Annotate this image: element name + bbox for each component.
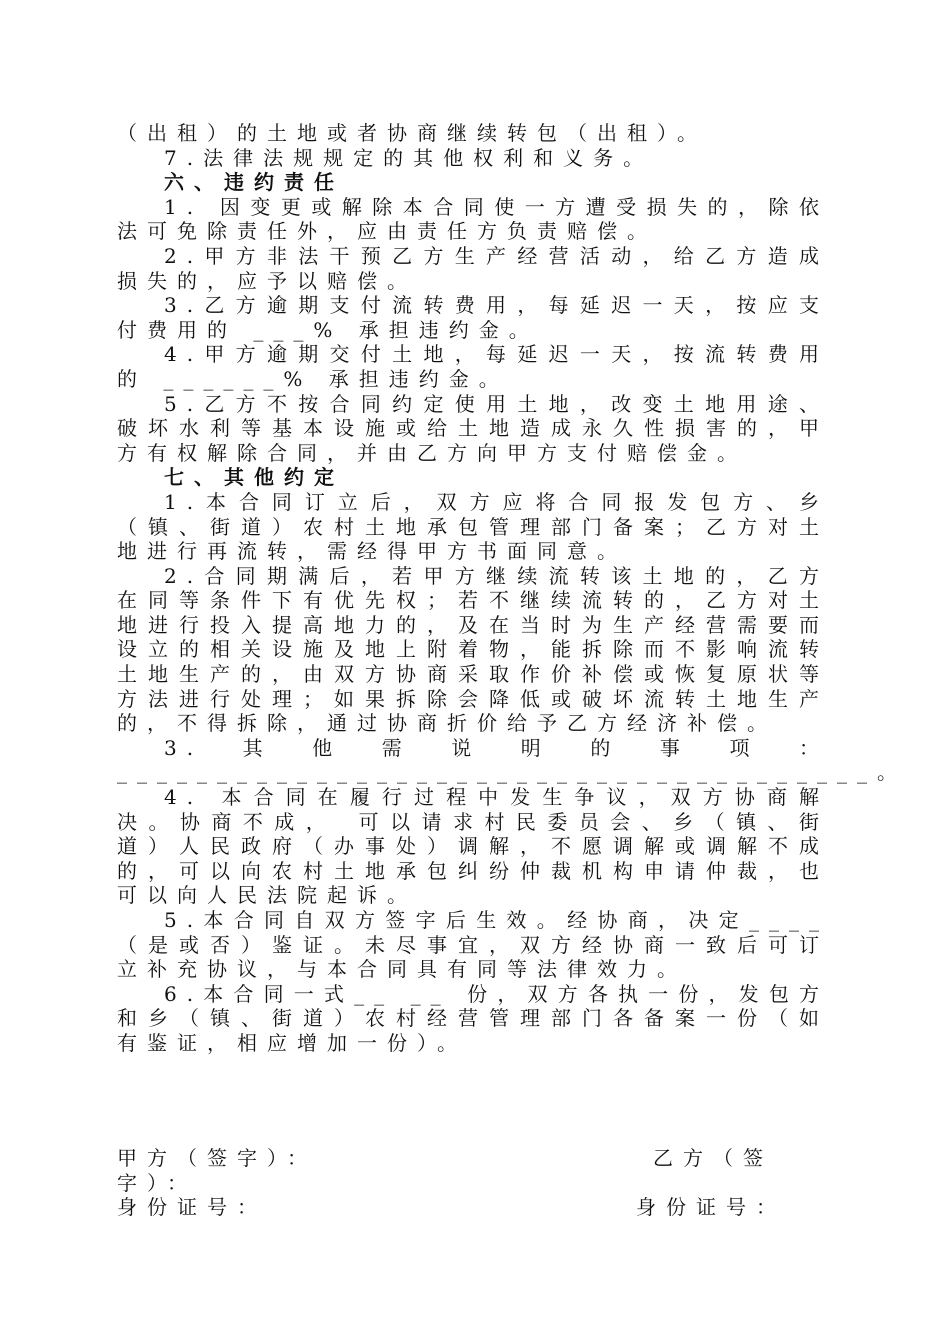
contract-body <box>117 121 907 1056</box>
clause-7-item-2: 2.合同期满后，若甲方继续流转该土地的，乙方在同等条件下有优先权；若不继续流转的，乙方对土地进行投入提高地力的，及在当时为生产经营需要而设立的相关设施及地上附着物，能拆除而不影响流转土地生产的，由双方协商采取作价补偿或恢复原状等方法进行处理；如果拆除会降低或破坏流转土地生产的，不得拆除，通过协商折价给予乙方经济补偿。 <box>117 563 829 736</box>
id-number-row <box>117 1195 829 1220</box>
party-a-id-label: 身份证号： <box>117 1195 267 1220</box>
continuation-line: （出租）的土地或者协商继续转包（出租）。 <box>117 121 707 145</box>
clause-6-item-3: 3.乙方逾期支付流转费用，每延迟一天，按应支付费用的 ___% 承担违约金。 <box>117 293 829 342</box>
clause-5-item-7: 7.法律法规规定的其他权利和义务。 <box>164 145 654 170</box>
clause-6-item-4: 4.甲方逾期交付土地，每延迟一天，按流转费用的 ______% 承担违约金。 <box>117 342 829 391</box>
signature-row-continued <box>117 1171 829 1196</box>
section-6-heading: 六、违约责任 <box>164 170 344 195</box>
clause-7-item-5: 5.本合同自双方签字后生效。经协商，决定____（是或否）鉴证。未尽事宜，双方经协商一致后可订立补充协议，与本合同具有同等法律效力。 <box>117 908 829 982</box>
clause-6-item-1: 1. 因变更或解除本合同使一方遭受损失的，除依法可免除责任外，应由责任方负责赔偿。 <box>117 194 829 244</box>
party-b-id-label: 身份证号： <box>636 1195 786 1220</box>
party-b-signature-label-continued: 字）： <box>117 1170 197 1195</box>
signature-block <box>117 1146 829 1220</box>
party-b-signature-label: 乙方（签 <box>653 1146 773 1170</box>
signature-row <box>117 1146 829 1171</box>
clause-6-item-5: 5.乙方不按合同约定使用土地，改变土地用途、破坏水利等基本设施或给土地造成永久性损害的，甲方有权解除合同，并由乙方向甲方支付赔偿金。 <box>117 391 829 465</box>
party-a-signature-label: 甲方（签字）： <box>117 1146 317 1170</box>
clause-7-item-4: 4. 本合同在履行过程中发生争议，双方协商解决。协商不成， 可以请求村民委员会、乡（镇、街道）人民政府（办事处）调解，不愿调解或调解不成的，可以向农村土地承包纠纷仲裁机构申请仲裁，也可以向人民法院起诉。 <box>117 785 829 908</box>
clause-7-item-3: 3.其他需说明的事项：______________________________________。 <box>117 735 907 785</box>
clause-7-item-1: 1.本合同订立后，双方应将合同报发包方、乡（镇、街道）农村土地承包管理部门备案；乙方对土地进行再流转，需经得甲方书面同意。 <box>117 489 829 564</box>
section-7-heading: 七、其他约定 <box>164 465 344 490</box>
clause-7-item-6: 6.本合同一式__ __ 份，双方各执一份，发包方和乡（镇、街道）农村经营管理部门各备案一份（如有鉴证，相应增加一份）。 <box>117 981 829 1055</box>
clause-6-item-2: 2.甲方非法干预乙方生产经营活动，给乙方造成损失的，应予以赔偿。 <box>117 243 829 293</box>
